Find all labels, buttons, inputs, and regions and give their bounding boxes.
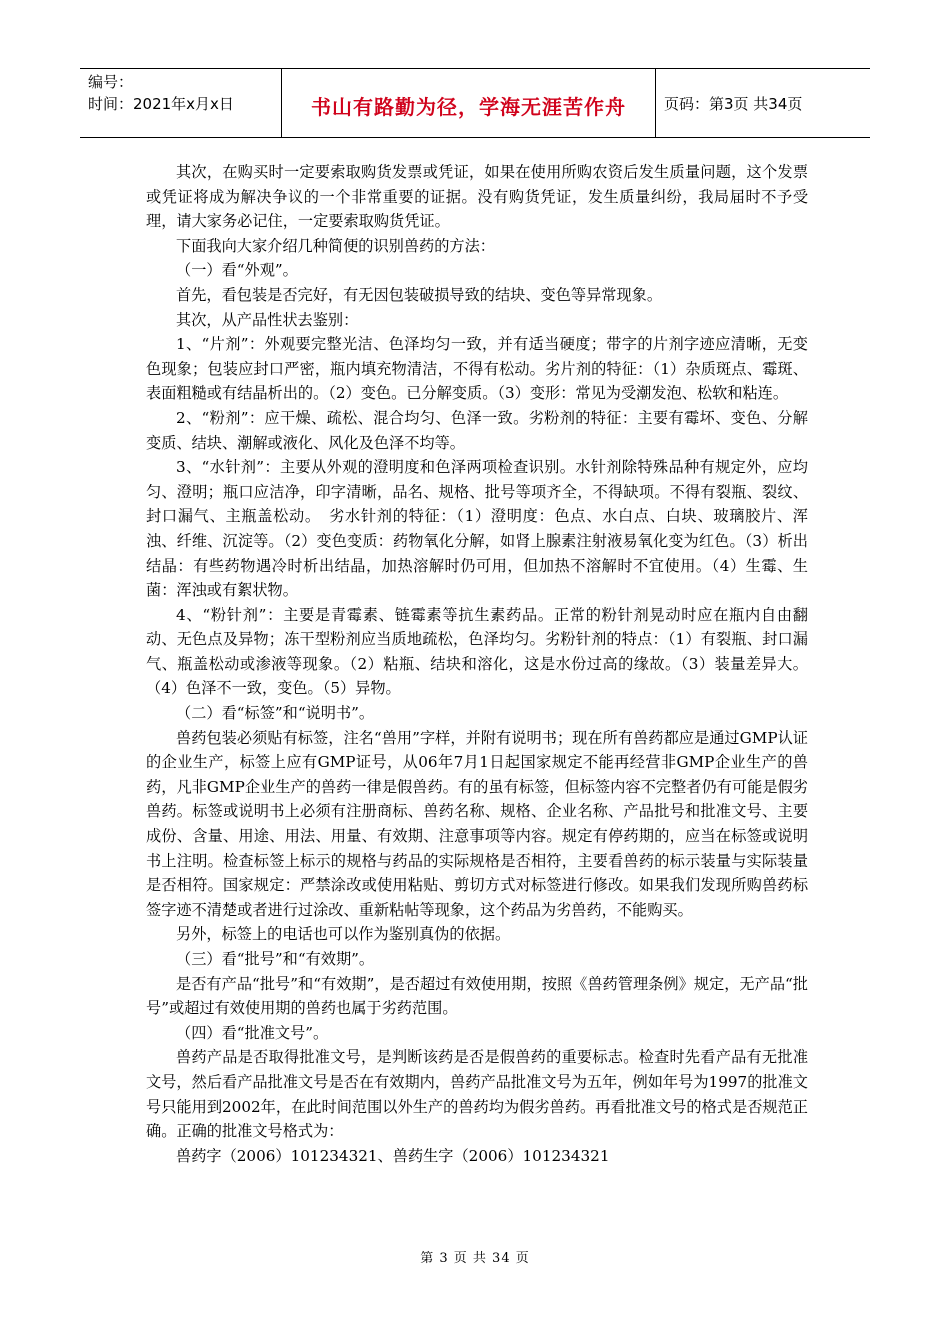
paragraph: 兽药包装必须贴有标签，注名“兽用”字样，并附有说明书；现在所有兽药都应是通过GMP认证的企业生产，标签上应有GMP证号，从06年7月1日起国家规定不能再经营非GMP企业生产的兽药，凡非GMP企业生产的兽药一律是假兽药。有的虽有标签，但标签内容不完整者仍有可能是假劣兽药。标签或说明书上必须有注册商标、兽药名称、规格、企业名称、产品批号和批准文号、主要成份、含量、用途、用法、用量、有效期、注意事项等内容。规定有停药期的，应当在标签或说明书上注明。检查标签上标示的规格与药品的实际规格是否相符，主要看兽药的标示装量与实际装量是否相符。国家规定：严禁涂改或使用粘贴、剪切方式对标签进行修改。如果我们发现所购兽药标签字迹不清楚或者进行过涂改、重新粘帖等现象，这个药品为劣兽药，不能购买。 xyxy=(146,728,808,919)
document-body xyxy=(146,160,808,1168)
paragraph: 其次，从产品性状去鉴别： xyxy=(176,310,359,329)
page-header xyxy=(80,68,870,138)
paragraph: 兽药产品是否取得批准文号，是判断该药是否是假兽药的重要标志。检查时先看产品有无批准文号，然后看产品批准文号是否在有效期内，兽药产品批准文号为五年，例如年号为1997的批准文号只能用到2002年，在此时间范围以外生产的兽药均为假劣兽药。再看批准文号的格式是否规范正确。正确的批准文号格式为： xyxy=(146,1048,808,1141)
header-meta xyxy=(88,71,278,115)
paragraph: 下面我向大家介绍几种简便的识别兽药的方法： xyxy=(176,236,495,255)
paragraph: 4、“粉针剂”：主要是青霉素、链霉素等抗生素药品。正常的粉针剂晃动时应在瓶内自由翻动、无色点及异物；冻干型粉剂应当质地疏松，色泽均匀。劣粉针剂的特点：（1）有裂瓶、封口漏气、瓶盖松动或渗液等现象。（2）粘瓶、结块和溶化，这是水份过高的缘故。（3）装量差异大。（4）色泽不一致，变色。（5）异物。 xyxy=(146,605,808,698)
paragraph: 2、“粉剂”：应干燥、疏松、混合均匀、色泽一致。劣粉剂的特征：主要有霉坏、变色、分解变质、结块、潮解或液化、风化及色泽不均等。 xyxy=(146,408,808,452)
document-number: 编号： xyxy=(88,73,134,91)
paragraph: 3、“水针剂”：主要从外观的澄明度和色泽两项检查识别。水针剂除特殊品种有规定外，应均匀、澄明；瓶口应洁净，印字清晰，品名、规格、批号等项齐全，不得缺项。不得有裂瓶、裂纹、封口漏气、主瓶盖松动。 劣水针剂的特征：（1）澄明度：色点、水白点、白块、玻璃胶片、浑浊、纤维、沉淀等。（2）变色变质：药物氧化分解，如肾上腺素注射液易氧化变为红色。（3）析出结晶：有些药物遇冷时析出结晶，加热溶解时仍可用，但加热不溶解时不宜使用。（4）生霉、生菌：浑浊或有絮状物。 xyxy=(146,458,808,600)
paragraph: 是否有产品“批号”和“有效期”，是否超过有效使用期，按照《兽药管理条例》规定，无产品“批号”或超过有效使用期的兽药也属于劣药范围。 xyxy=(146,974,808,1018)
section-heading: （三）看“批号”和“有效期”。 xyxy=(176,950,375,968)
paragraph: 兽药字（2006）101234321、兽药生字（2006）101234321 xyxy=(176,1146,610,1165)
document-time: 时间：2021年x月x日 xyxy=(88,95,234,113)
paragraph: 1、“片剂”：外观要完整光洁、色泽均匀一致，并有适当硬度；带字的片剂字迹应清晰，无变色现象；包装应封口严密，瓶内填充物清洁，不得有松动。劣片剂的特征：（1）杂质斑点、霉斑、表面粗糙或有结晶析出的。（2）变色。已分解变质。（3）变形：常见为受潮发泡、松软和粘连。 xyxy=(146,335,808,403)
page-footer: 第 3 页 共 34 页 xyxy=(420,1251,530,1266)
section-heading: （四）看“批准文号”。 xyxy=(176,1023,329,1042)
header-page-number: 页码：第3页 共34页 xyxy=(664,95,803,113)
section-heading: （一）看“外观”。 xyxy=(176,261,298,280)
paragraph: 首先，看包装是否完好，有无因包装破损导致的结块、变色等异常现象。 xyxy=(176,285,662,304)
header-motto: 书山有路勤为径，学海无涯苦作舟 xyxy=(311,95,626,119)
header-divider xyxy=(655,69,656,137)
section-heading: （二）看“标签”和“说明书”。 xyxy=(176,704,375,723)
paragraph: 其次，在购买时一定要索取购货发票或凭证，如果在使用所购农资后发生质量问题，这个发票或凭证将成为解决争议的一个非常重要的证据。没有购货凭证，发生质量纠纷，我局届时不予受理，请大家务必记住，一定要索取购货凭证。 xyxy=(146,163,808,231)
paragraph: 另外，标签上的电话也可以作为鉴别真伪的依据。 xyxy=(176,925,511,944)
